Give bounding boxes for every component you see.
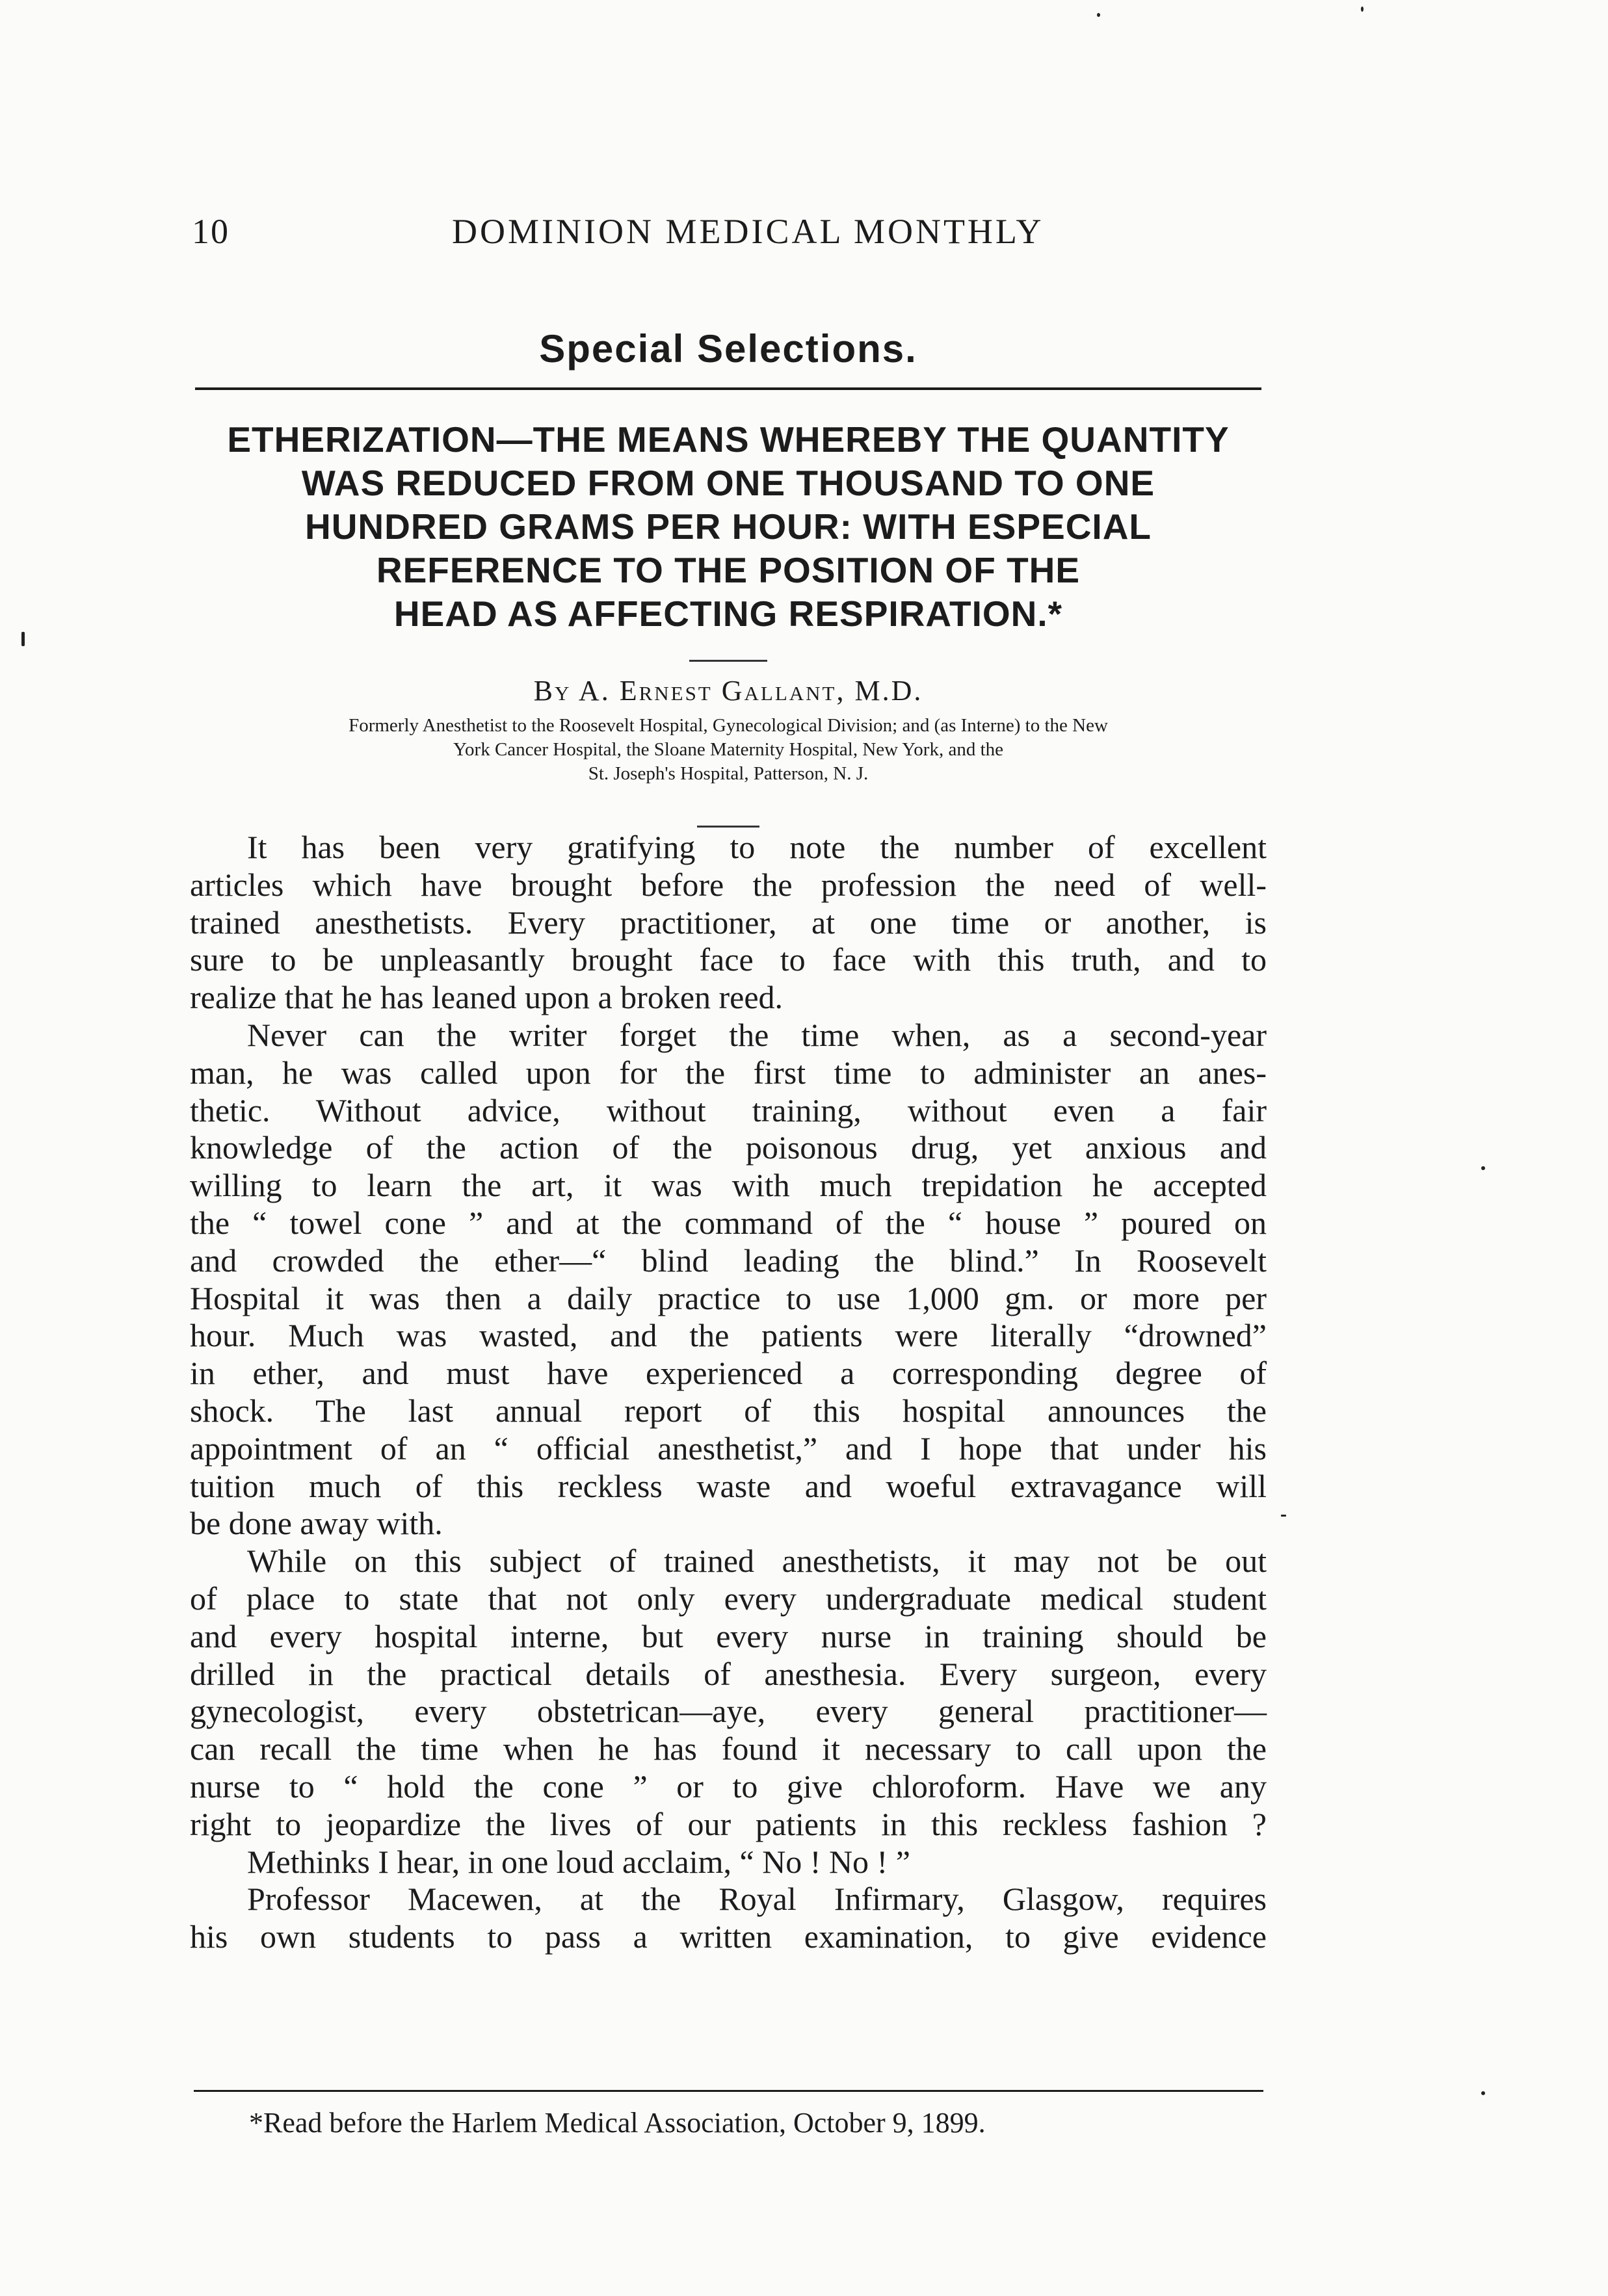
body-line: nurse to “ hold the cone ” or to give chloroform. Have we any bbox=[190, 1768, 1267, 1805]
affiliation-line: York Cancer Hospital, the Sloane Maternity Hospital, New York, and the bbox=[453, 739, 1003, 760]
running-head bbox=[192, 211, 1271, 263]
body-line: shock. The last annual report of this hospital announces the bbox=[190, 1392, 1267, 1429]
body-line: be done away with. bbox=[190, 1505, 443, 1542]
body-line: knowledge of the action of the poisonous drug, yet anxious and bbox=[190, 1129, 1267, 1166]
article-title-line: HEAD AS AFFECTING RESPIRATION.* bbox=[393, 594, 1063, 634]
body-line: Methinks I hear, in one loud acclaim, “ No ! No ! ” bbox=[247, 1843, 910, 1880]
section-rule bbox=[195, 387, 1261, 390]
print-speck bbox=[1361, 7, 1364, 12]
article-title-line: ETHERIZATION—THE MEANS WHEREBY THE QUANTITY bbox=[227, 419, 1230, 460]
body-line: the “ towel cone ” and at the command of the “ house ” poured on bbox=[190, 1204, 1267, 1241]
body-line: While on this subject of trained anesthetists, it may not be out bbox=[247, 1543, 1267, 1580]
body-line: realize that he has leaned upon a broken reed. bbox=[190, 979, 784, 1016]
body-line: tuition much of this reckless waste and woeful extravagance will bbox=[190, 1467, 1267, 1504]
body-line: and crowded the ether—“ blind leading the blind.” In Roosevelt bbox=[190, 1242, 1267, 1279]
body-line: man, he was called upon for the first time to administer an anes- bbox=[190, 1054, 1267, 1091]
body-line: hour. Much was wasted, and the patients were literally “drowned” bbox=[190, 1317, 1267, 1354]
body-line: Professor Macewen, at the Royal Infirmary, Glasgow, requires bbox=[247, 1881, 1267, 1918]
print-speck bbox=[1481, 2091, 1485, 2095]
print-speck bbox=[21, 632, 25, 646]
body-line: gynecologist, every obstetrican—aye, every general practitioner— bbox=[190, 1693, 1267, 1730]
body-line: Hospital it was then a daily practice to use 1,000 gm. or more per bbox=[190, 1279, 1267, 1316]
byline-divider bbox=[697, 826, 759, 828]
journal-title: DOMINION MEDICAL MONTHLY bbox=[452, 212, 1044, 251]
section-title: Special Selections. bbox=[539, 327, 917, 371]
body-line: right to jeopardize the lives of our patients in this reckless fashion ? bbox=[190, 1805, 1267, 1842]
body-line: of place to state that not only every undergraduate medical student bbox=[190, 1580, 1267, 1617]
body-line: appointment of an “ official anesthetist,” and I hope that under his bbox=[190, 1429, 1267, 1467]
author-affiliation bbox=[189, 714, 1268, 786]
article-title bbox=[189, 418, 1268, 636]
body-line: articles which have brought before the profession the need of well- bbox=[190, 866, 1267, 903]
affiliation-line: Formerly Anesthetist to the Roosevelt Hospital, Gynecological Division; and (as Interne) to the New bbox=[349, 715, 1108, 736]
title-divider bbox=[689, 660, 767, 662]
body-line: sure to be unpleasantly brought face to face with this truth, and to bbox=[190, 941, 1267, 978]
body-line: in ether, and must have experienced a corresponding degree of bbox=[190, 1355, 1267, 1392]
print-speck bbox=[1281, 1515, 1286, 1517]
article-title-line: HUNDRED GRAMS PER HOUR: WITH ESPECIAL bbox=[304, 506, 1152, 547]
body-line: willing to learn the art, it was with much trepidation he accepted bbox=[190, 1167, 1267, 1204]
body-line: can recall the time when he has found it necessary to call upon the bbox=[190, 1730, 1267, 1768]
page-number: 10 bbox=[192, 212, 230, 251]
body-line: and every hospital interne, but every nurse in training should be bbox=[190, 1617, 1267, 1654]
body-line: thetic. Without advice, without training, without even a fair bbox=[190, 1091, 1267, 1128]
body-line: trained anesthetists. Every practitioner, at one time or another, is bbox=[190, 904, 1267, 941]
article-body bbox=[190, 829, 1267, 1956]
body-line: It has been very gratifying to note the number of excellent bbox=[247, 829, 1267, 865]
article-title-line: REFERENCE TO THE POSITION OF THE bbox=[376, 550, 1081, 590]
body-line: Never can the writer forget the time when, as a second-year bbox=[247, 1016, 1267, 1053]
print-speck bbox=[1481, 1166, 1485, 1170]
body-line: drilled in the practical details of anesthesia. Every surgeon, every bbox=[190, 1655, 1267, 1692]
affiliation-line: St. Joseph's Hospital, Patterson, N. J. bbox=[588, 763, 869, 784]
body-line: his own students to pass a written examination, to give evidence bbox=[190, 1918, 1267, 1955]
print-speck bbox=[1097, 13, 1100, 17]
footnote: *Read before the Harlem Medical Association, October 9, 1899. bbox=[249, 2107, 986, 2139]
footnote-rule bbox=[194, 2090, 1263, 2092]
author-byline: By A. Ernest Gallant, M.D. bbox=[533, 675, 923, 707]
article-title-line: WAS REDUCED FROM ONE THOUSAND TO ONE bbox=[301, 463, 1155, 503]
